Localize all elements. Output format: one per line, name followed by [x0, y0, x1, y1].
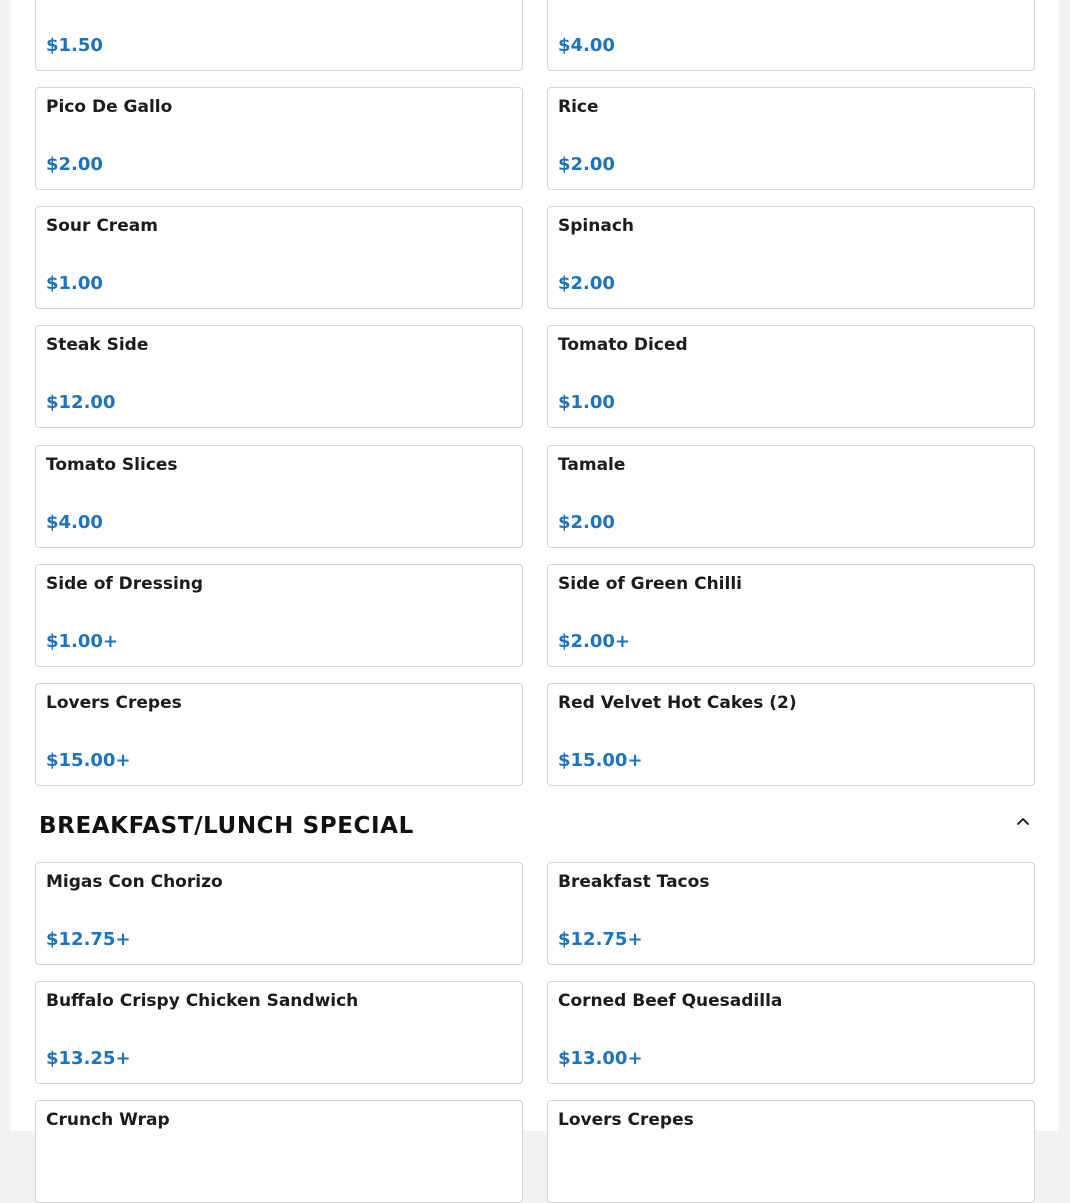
- menu-item-card[interactable]: [35, 683, 523, 786]
- menu-item-card[interactable]: [35, 1100, 523, 1203]
- item-name: Lovers Crepes: [46, 693, 182, 713]
- item-price: $1.00+: [46, 631, 119, 652]
- item-name: Crunch Wrap: [46, 1110, 170, 1130]
- item-price: $12.75+: [558, 929, 643, 950]
- item-price: $13.00+: [558, 1048, 643, 1069]
- item-name: Tomato Slices: [46, 455, 178, 475]
- item-name: Lovers Crepes: [558, 1110, 694, 1130]
- item-price: $2.00: [46, 154, 103, 175]
- menu-item-card[interactable]: [35, 325, 523, 428]
- menu-item-card[interactable]: [547, 206, 1035, 309]
- item-name: Rice: [558, 97, 599, 117]
- item-name: Pico De Gallo: [46, 97, 173, 117]
- menu-item-card[interactable]: [547, 445, 1035, 548]
- menu-item-card[interactable]: [547, 1100, 1035, 1203]
- item-price: $12.75+: [46, 929, 131, 950]
- item-price: $13.25+: [46, 1048, 131, 1069]
- menu-item-card[interactable]: [547, 981, 1035, 1084]
- item-price: $15.00+: [558, 750, 643, 771]
- item-name: Side of Dressing: [46, 574, 204, 594]
- item-price: $2.00: [558, 273, 615, 294]
- menu-page: [11, 0, 1059, 1131]
- item-name: Tamale: [558, 455, 626, 475]
- menu-item-card[interactable]: [35, 445, 523, 548]
- menu-item-card[interactable]: [547, 325, 1035, 428]
- item-name: Buffalo Crispy Chicken Sandwich: [46, 991, 359, 1011]
- item-price: $4.00: [558, 35, 615, 56]
- item-name: Breakfast Tacos: [558, 872, 710, 892]
- menu-item-card[interactable]: [35, 981, 523, 1084]
- menu-item-card[interactable]: [35, 87, 523, 190]
- item-price: $15.00+: [46, 750, 131, 771]
- menu-item-card[interactable]: [547, 0, 1035, 71]
- item-price: $2.00+: [558, 631, 631, 652]
- menu-item-card[interactable]: [35, 564, 523, 667]
- item-price: $2.00: [558, 512, 615, 533]
- item-price: $2.00: [558, 154, 615, 175]
- item-price: $1.00: [46, 273, 103, 294]
- item-name: Tomato Diced: [558, 335, 688, 355]
- item-name: Steak Side: [46, 335, 149, 355]
- item-price: $4.00: [46, 512, 103, 533]
- item-name: Sour Cream: [46, 216, 158, 236]
- item-price: $1.50: [46, 35, 103, 56]
- section-title: BREAKFAST/LUNCH SPECIAL: [39, 813, 414, 839]
- item-name: Corned Beef Quesadilla: [558, 991, 783, 1011]
- menu-item-card[interactable]: [547, 683, 1035, 786]
- section-header-breakfast-lunch-special[interactable]: [35, 804, 1033, 848]
- menu-item-card[interactable]: [547, 862, 1035, 965]
- chevron-up-icon[interactable]: [1015, 813, 1031, 829]
- menu-item-card[interactable]: [35, 206, 523, 309]
- item-name: Red Velvet Hot Cakes (2): [558, 693, 797, 713]
- item-name: Side of Green Chilli: [558, 574, 742, 594]
- item-price: $12.00: [46, 392, 116, 413]
- item-price: $1.00: [558, 392, 615, 413]
- menu-item-card[interactable]: [35, 862, 523, 965]
- item-name: Migas Con Chorizo: [46, 872, 223, 892]
- menu-item-card[interactable]: [547, 564, 1035, 667]
- menu-item-card[interactable]: [35, 0, 523, 71]
- item-name: Spinach: [558, 216, 634, 236]
- menu-item-card[interactable]: [547, 87, 1035, 190]
